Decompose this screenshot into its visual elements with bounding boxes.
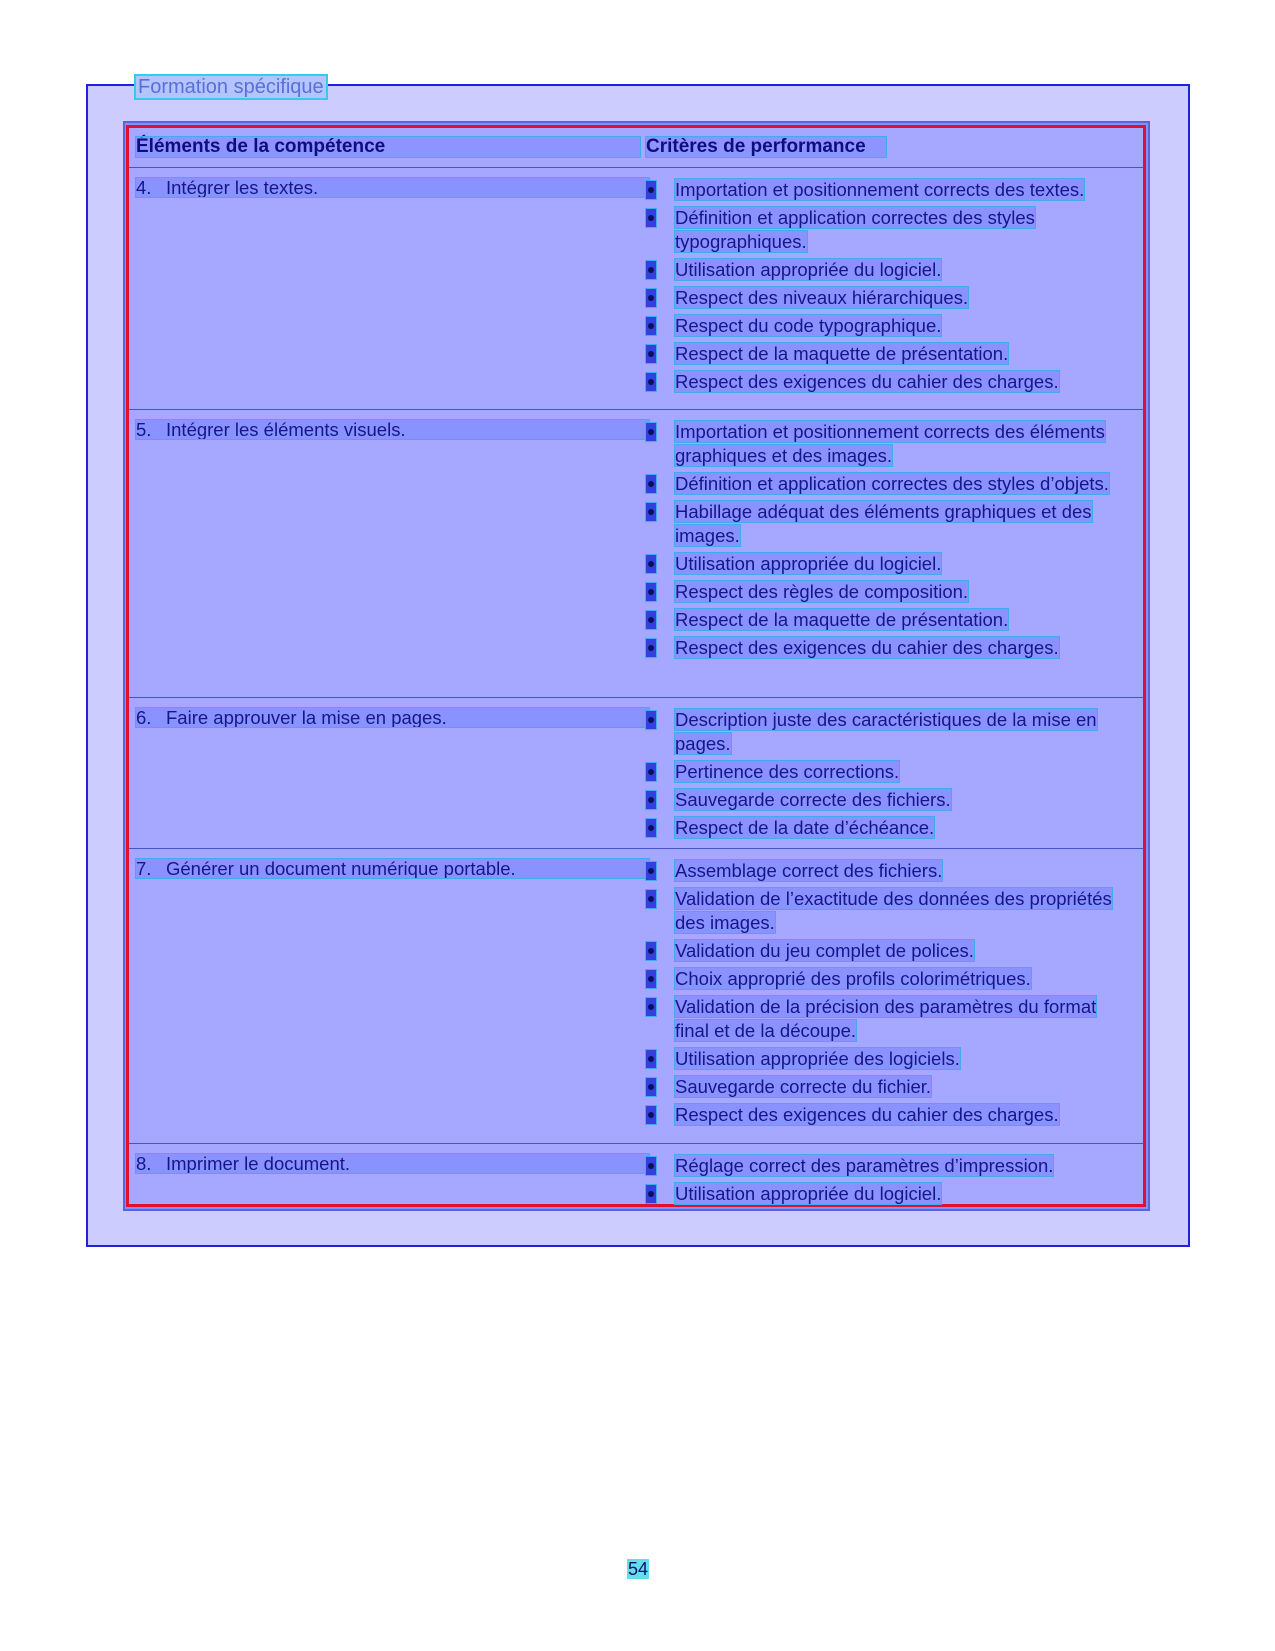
criterion-text: Réglage correct des paramètres d’impression. (675, 1155, 1054, 1176)
criterion-item (646, 1182, 1134, 1206)
criterion-item (646, 552, 1134, 576)
criteria-list (646, 859, 1134, 1131)
table-row (129, 410, 1143, 698)
criterion-text: Validation de la précision des paramètres du format final et de la découpe. (675, 996, 1097, 1041)
criterion-item (646, 178, 1134, 202)
criterion-text: Définition et application correctes des styles d’objets. (675, 473, 1109, 494)
criterion-item (646, 760, 1134, 784)
bullet-icon (646, 289, 656, 307)
criterion-item (646, 939, 1134, 963)
bullet-icon (646, 261, 656, 279)
bullet-icon (646, 970, 656, 988)
criterion-item (646, 887, 1134, 935)
criterion-text: Choix approprié des profils colorimétriques. (675, 968, 1031, 989)
criterion-text: Respect des exigences du cahier des charges. (675, 637, 1059, 658)
criterion-text: Sauvegarde correcte du fichier. (675, 1076, 932, 1097)
criterion-item (646, 636, 1134, 660)
criterion-item (646, 342, 1134, 366)
criterion-item (646, 472, 1134, 496)
table-row (129, 849, 1143, 1144)
bullet-icon (646, 711, 656, 729)
criterion-text: Respect de la maquette de présentation. (675, 343, 1009, 364)
criterion-item (646, 608, 1134, 632)
criterion-text: Respect des niveaux hiérarchiques. (675, 287, 969, 308)
bullet-icon (646, 181, 656, 199)
bullet-icon (646, 763, 656, 781)
criterion-item (646, 1103, 1134, 1127)
criterion-item (646, 286, 1134, 310)
element-text: Intégrer les textes. (166, 177, 319, 198)
criterion-text: Utilisation appropriée du logiciel. (675, 1183, 942, 1204)
criterion-text: Pertinence des corrections. (675, 761, 900, 782)
column-header-elements: Éléments de la compétence (136, 137, 640, 157)
bullet-icon (646, 819, 656, 837)
bullet-icon (646, 317, 656, 335)
element-text: Intégrer les éléments visuels. (166, 419, 406, 440)
criterion-text: Importation et positionnement corrects des textes. (675, 179, 1085, 200)
bullet-icon (646, 611, 656, 629)
criterion-item (646, 816, 1134, 840)
column-header-criteria: Critères de performance (646, 137, 886, 157)
competence-element (136, 859, 649, 878)
element-number: 8. (136, 1153, 152, 1174)
criterion-item (646, 967, 1134, 991)
criterion-text: Habillage adéquat des éléments graphiques et des images. (675, 501, 1092, 546)
criterion-text: Importation et positionnement corrects des éléments graphiques et des images. (675, 421, 1105, 466)
criterion-text: Respect des exigences du cahier des charges. (675, 1104, 1059, 1125)
criterion-item (646, 314, 1134, 338)
criterion-text: Respect des exigences du cahier des charges. (675, 371, 1059, 392)
bullet-icon (646, 475, 656, 493)
table-row (129, 1144, 1143, 1207)
criterion-text: Sauvegarde correcte des fichiers. (675, 789, 951, 810)
bullet-icon (646, 423, 656, 441)
table-row (129, 168, 1143, 410)
bullet-icon (646, 1185, 656, 1203)
criterion-item (646, 580, 1134, 604)
criterion-text: Utilisation appropriée du logiciel. (675, 259, 942, 280)
bullet-icon (646, 639, 656, 657)
competence-element (136, 420, 649, 439)
criterion-item (646, 1075, 1134, 1099)
bullet-icon (646, 890, 656, 908)
element-number: 5. (136, 419, 152, 440)
criterion-item (646, 995, 1134, 1043)
criterion-text: Validation du jeu complet de polices. (675, 940, 974, 961)
bullet-icon (646, 1157, 656, 1175)
criteria-list (646, 1154, 1134, 1210)
bullet-icon (646, 1050, 656, 1068)
criterion-item (646, 258, 1134, 282)
criterion-item (646, 420, 1134, 468)
criterion-item (646, 370, 1134, 394)
bullet-icon (646, 791, 656, 809)
criterion-text: Respect de la maquette de présentation. (675, 609, 1009, 630)
criterion-text: Validation de l’exactitude des données des propriétés des images. (675, 888, 1112, 933)
criterion-text: Respect des règles de composition. (675, 581, 969, 602)
table-header-row (129, 128, 1143, 168)
element-text: Générer un document numérique portable. (166, 858, 516, 879)
criteria-list (646, 420, 1134, 664)
bullet-icon (646, 942, 656, 960)
bullet-icon (646, 998, 656, 1016)
element-text: Imprimer le document. (166, 1153, 351, 1174)
element-number: 7. (136, 858, 152, 879)
criterion-item (646, 1154, 1134, 1178)
table-row (129, 698, 1143, 849)
criterion-text: Utilisation appropriée du logiciel. (675, 553, 942, 574)
criterion-item (646, 206, 1134, 254)
bullet-icon (646, 503, 656, 521)
criterion-item (646, 708, 1134, 756)
competence-element (136, 1154, 649, 1173)
criterion-text: Définition et application correctes des styles typographiques. (675, 207, 1035, 252)
bullet-icon (646, 555, 656, 573)
section-title: Formation spécifique (138, 76, 324, 98)
competence-table (126, 125, 1146, 1207)
criterion-item (646, 859, 1134, 883)
element-number: 4. (136, 177, 152, 198)
bullet-icon (646, 209, 656, 227)
criterion-text: Utilisation appropriée des logiciels. (675, 1048, 960, 1069)
criterion-text: Assemblage correct des fichiers. (675, 860, 943, 881)
criteria-list (646, 708, 1134, 844)
page-number: 54 (628, 1559, 649, 1579)
criterion-item (646, 500, 1134, 548)
competence-element (136, 178, 649, 197)
bullet-icon (646, 862, 656, 880)
bullet-icon (646, 1078, 656, 1096)
criterion-text: Respect de la date d’échéance. (675, 817, 935, 838)
competence-element (136, 708, 649, 727)
bullet-icon (646, 1106, 656, 1124)
element-number: 6. (136, 707, 152, 728)
criterion-item (646, 788, 1134, 812)
bullet-icon (646, 583, 656, 601)
criteria-list (646, 178, 1134, 398)
bullet-icon (646, 345, 656, 363)
criterion-text: Respect du code typographique. (675, 315, 942, 336)
element-text: Faire approuver la mise en pages. (166, 707, 447, 728)
criterion-item (646, 1047, 1134, 1071)
criterion-text: Description juste des caractéristiques de la mise en pages. (675, 709, 1097, 754)
bullet-icon (646, 373, 656, 391)
